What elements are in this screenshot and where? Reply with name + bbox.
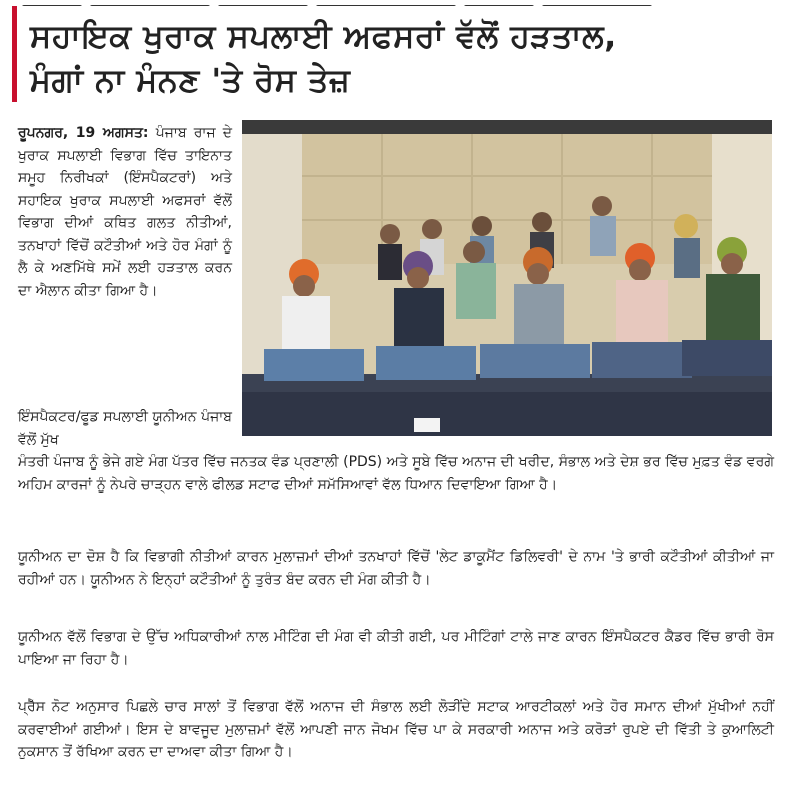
headline-line-1: ਸਹਾਇਕ ਖੁਰਾਕ ਸਪਲਾਈ ਅਫਸਰਾਂ ਵੱਲੋਂ ਹੜਤਾਲ, bbox=[30, 17, 617, 55]
headline-accent-bar bbox=[12, 6, 17, 102]
headline-line-2: ਮੰਗਾਂ ਨਾ ਮੰਨਣ 'ਤੇ ਰੋਸ ਤੇਜ਼ bbox=[30, 61, 351, 99]
paragraph-3: ਯੂਨੀਅਨ ਦਾ ਦੋਸ਼ ਹੈ ਕਿ ਵਿਭਾਗੀ ਨੀਤੀਆਂ ਕਾਰਨ ਮੁਲਾਜ਼ਮਾਂ ਦੀਆਂ ਤਨਖਾਹਾਂ ਵਿੱਚੋਂ 'ਲੇਟ ਡਾਕੂਮੈਂਟ ਡਿਲਿਵਰੀ' ਦੇ ਨਾਮ 'ਤੇ ਭਾਰੀ ਕਟੌਤੀਆਂ ਕੀਤੀਆਂ ਜਾ ਰਹੀਆਂ ਹਨ। ਯੂਨੀਅਨ ਨੇ ਇਨ੍ਹਾਂ ਕਟੌਤੀਆਂ ਨੂੰ ਤੁਰੰਤ ਬੰਦ ਕਰਨ ਦੀ ਮੰਗ ਕੀਤੀ ਹੈ। bbox=[18, 549, 774, 588]
news-photo bbox=[242, 134, 772, 436]
paragraph-2-start: ਇੰਸਪੈਕਟਰ/ਫੂਡ ਸਪਲਾਈ ਯੂਨੀਅਨ ਪੰਜਾਬ ਵੱਲੋਂ ਮੁੱਖ bbox=[18, 409, 232, 448]
photo-top-rule bbox=[242, 120, 772, 134]
dateline: ਰੂਪਨਗਰ, 19 ਅਗਸਤ: bbox=[18, 125, 149, 141]
paragraph-4: ਯੂਨੀਅਨ ਵੱਲੋਂ ਵਿਭਾਗ ਦੇ ਉੱਚ ਅਧਿਕਾਰੀਆਂ ਨਾਲ ਮੀਟਿੰਗ ਦੀ ਮੰਗ ਵੀ ਕੀਤੀ ਗਈ, ਪਰ ਮੀਟਿੰਗਾਂ ਟਾਲੇ ਜਾਣ ਕਾਰਨ ਇੰਸਪੈਕਟਰ ਕੈਡਰ ਵਿੱਚ ਭਾਰੀ ਰੋਸ ਪਾਇਆ ਜਾ ਰਿਹਾ ਹੈ। bbox=[18, 629, 774, 668]
paragraph-5: ਪ੍ਰੈੱਸ ਨੋਟ ਅਨੁਸਾਰ ਪਿਛਲੇ ਚਾਰ ਸਾਲਾਂ ਤੋਂ ਵਿਭਾਗ ਵੱਲੋਂ ਅਨਾਜ ਦੀ ਸੰਭਾਲ ਲਈ ਲੋੜੀਂਦੇ ਸਟਾਕ ਆਰਟੀਕਲਾਂ ਅਤੇ ਹੋਰ ਸਮਾਨ ਦੀਆਂ ਮੁੱਖੀਆਂ ਨਹੀਂ ਕਰਵਾਈਆਂ ਗਈਆਂ। ਇਸ ਦੇ ਬਾਵਜੂਦ ਮੁਲਾਜ਼ਮਾਂ ਵੱਲੋਂ ਆਪਣੀ ਜਾਨ ਜੋਖਮ ਵਿੱਚ ਪਾ ਕੇ ਸਰਕਾਰੀ ਅਨਾਜ ਅਤੇ ਕਰੋੜਾਂ ਰੁਪਏ ਦੀ ਵਿੱਤੀ ਤੇ ਕੁਆਲਿਟੀ ਨੁਕਸਾਨ ਤੋਂ ਰੱਖਿਆ ਕਰਨ ਦਾ ਦਾਅਵਾ ਕੀਤਾ ਗਿਆ ਹੈ। bbox=[18, 699, 774, 760]
article-lead bbox=[18, 122, 232, 302]
cropped-previous-headline bbox=[0, 0, 792, 6]
paragraph-2-rest: ਮੰਤਰੀ ਪੰਜਾਬ ਨੂੰ ਭੇਜੇ ਗਏ ਮੰਗ ਪੱਤਰ ਵਿੱਚ ਜਨਤਕ ਵੰਡ ਪ੍ਰਣਾਲੀ (PDS) ਅਤੇ ਸੂਬੇ ਵਿੱਚ ਅਨਾਜ ਦੀ ਖਰੀਦ, ਸੰਭਾਲ ਅਤੇ ਦੇਸ਼ ਭਰ ਵਿੱਚ ਮੁਫ਼ਤ ਵੰਡ ਵਰਗੇ ਅਹਿਮ ਕਾਰਜਾਂ ਨੂੰ ਨੇਪਰੇ ਚਾੜ੍ਹਨ ਵਾਲੇ ਫੀਲਡ ਸਟਾਫ ਦੀਆਂ ਸਮੱਸਿਆਵਾਂ ਵੱਲ ਧਿਆਨ ਦਿਵਾਇਆ ਗਿਆ ਹੈ। bbox=[18, 454, 774, 493]
headline bbox=[30, 14, 780, 102]
lead-text: ਪੰਜਾਬ ਰਾਜ ਦੇ ਖੁਰਾਕ ਸਪਲਾਈ ਵਿਭਾਗ ਵਿੱਚ ਤਾਇਨਾਤ ਸਮੂਹ ਨਿਰੀਖਕਾਂ (ਇੰਸਪੈਕਟਰਾਂ) ਅਤੇ ਸਹਾਇਕ ਖੁਰਾਕ ਸਪਲਾਈ ਅਫਸਰਾਂ ਵੱਲੋਂ ਵਿਭਾਗ ਦੀਆਂ ਕਥਿਤ ਗਲਤ ਨੀਤੀਆਂ, ਤਨਖਾਹਾਂ ਵਿੱਚੋਂ ਕਟੌਤੀਆਂ ਅਤੇ ਹੋਰ ਮੰਗਾਂ ਨੂੰ ਲੈ ਕੇ ਅਣਮਿੱਥੇ ਸਮੇਂ ਲਈ ਹੜਤਾਲ ਕਰਨ ਦਾ ਐਲਾਨ ਕੀਤਾ ਗਿਆ ਹੈ। bbox=[18, 125, 233, 299]
